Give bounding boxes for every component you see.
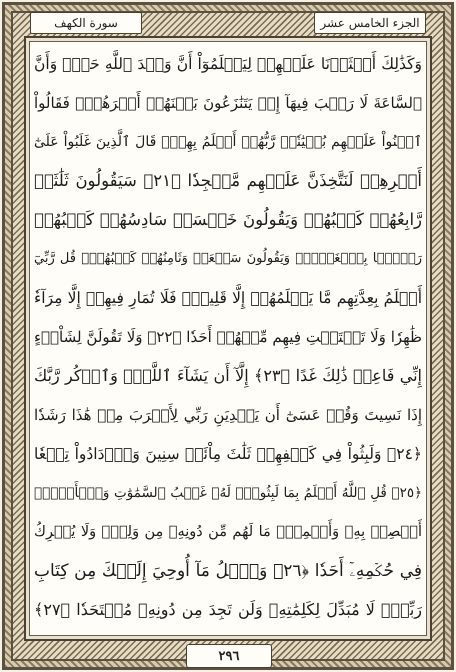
- text-line: رَجۡمَۢا بِٱلۡغَيۡبِۖ وَيَقُولُونَ سَبۡعَةٞ وَثَامِنُهُمۡ كَلۡبُهُمۡۚ قُل رَّبِّيٓ: [34, 251, 422, 266]
- quran-text-body: [34, 46, 422, 631]
- text-line: ٱبۡنُواْ عَلَيۡهِم بُنۡيَٰنٗاۖ رَّبُّهُمۡ أَعۡلَمُ بِهِمۡۚ قَالَ ٱلَّذِينَ غَلَبُواْ عَلَىٰٓ: [34, 134, 422, 150]
- page-number: ٢٩٦: [186, 644, 272, 668]
- text-line: فِي حُكۡمِهِۦٓ أَحَدٗا ﴿٢٦﴾ وَٱتۡلُ مَآ أُوحِيَ إِلَيۡكَ مِن كِتَابِ: [34, 561, 422, 581]
- text-line: وَكَذَٰلِكَ أَعۡثَرۡنَا عَلَيۡهِمۡ لِيَعۡلَمُوٓاْ أَنَّ وَعۡدَ ٱللَّهِ حَقّٞ وَأَنَّ: [34, 55, 422, 73]
- text-line: ﴿٢٤﴾ وَلَبِثُواْ فِي كَهۡفِهِمۡ ثَلَٰثَ مِاْئَةٖ سِنِينَ وَٱزۡدَادُواْ تِسۡعٗا: [34, 445, 422, 463]
- text-line: أَبۡصِرۡ بِهِۦ وَأَسۡمِعۡۚ مَا لَهُم مِّن دُونِهِۦ مِن وَلِيّٖ وَلَا يُشۡرِكُ: [34, 524, 422, 540]
- text-line: إِذَا نَسِيتَ وَقُلۡ عَسَىٰٓ أَن يَهۡدِيَنِ رَبِّي لِأَقۡرَبَ مِنۡ هَٰذَا رَشَدٗا: [34, 406, 422, 424]
- text-line: ظَٰهِرٗا وَلَا تَسۡتَفۡتِ فِيهِم مِّنۡهُمۡ أَحَدٗا ﴿٢٢﴾ وَلَا تَقُولَنَّ لِشَاْيۡءٍ: [34, 328, 422, 346]
- text-line: أَعۡلَمُ بِعِدَّتِهِم مَّا يَعۡلَمُهُمۡ إِلَّا قَلِيلٞۗ فَلَا تُمَارِ فِيهِمۡ إِلَّا مِرَآءٗ: [34, 289, 422, 307]
- text-line: رَّابِعُهُمۡ كَلۡبُهُمۡ وَيَقُولُونَ خَمۡسَةٞ سَادِسُهُمۡ كَلۡبُهُمۡ: [34, 210, 422, 229]
- juz-label: الجزء الخامس عشر: [314, 12, 426, 34]
- page-header: [24, 12, 432, 34]
- text-line: رَبِّكَۖ لَا مُبَدِّلَ لِكَلِمَٰتِهِۦ وَلَن تَجِدَ مِن دُونِهِۦ مُلۡتَحَدٗا ﴿٢٧﴾: [34, 600, 422, 619]
- text-line: ﴿٢٥﴾ قُلِ ٱللَّهُ أَعۡلَمُ بِمَا لَبِثُواْۖ لَهُۥ غَيۡبُ ٱلسَّمَٰوَٰتِ وَٱلۡأَرۡضِۖ: [34, 485, 422, 501]
- text-line: إِنِّي فَاعِلٞ ذَٰلِكَ غَدًا ﴿٢٣﴾ إِلَّآ أَن يَشَآءَ ٱللَّهُۚ وَٱذۡكُر رَّبَّكَ: [34, 366, 422, 385]
- text-line: ٱلسَّاعَةَ لَا رَيۡبَ فِيهَآ إِذۡ يَتَنَٰزَعُونَ بَيۡنَهُمۡ أَمۡرَهُمۡۖ فَقَالُواْ: [34, 94, 422, 112]
- surah-name-label: سورة الكهف: [30, 12, 142, 34]
- text-line: أَمۡرِهِمۡ لَنَتَّخِذَنَّ عَلَيۡهِم مَّسۡجِدٗا ﴿٢١﴾ سَيَقُولُونَ ثَلَٰثَةٞ: [34, 171, 422, 190]
